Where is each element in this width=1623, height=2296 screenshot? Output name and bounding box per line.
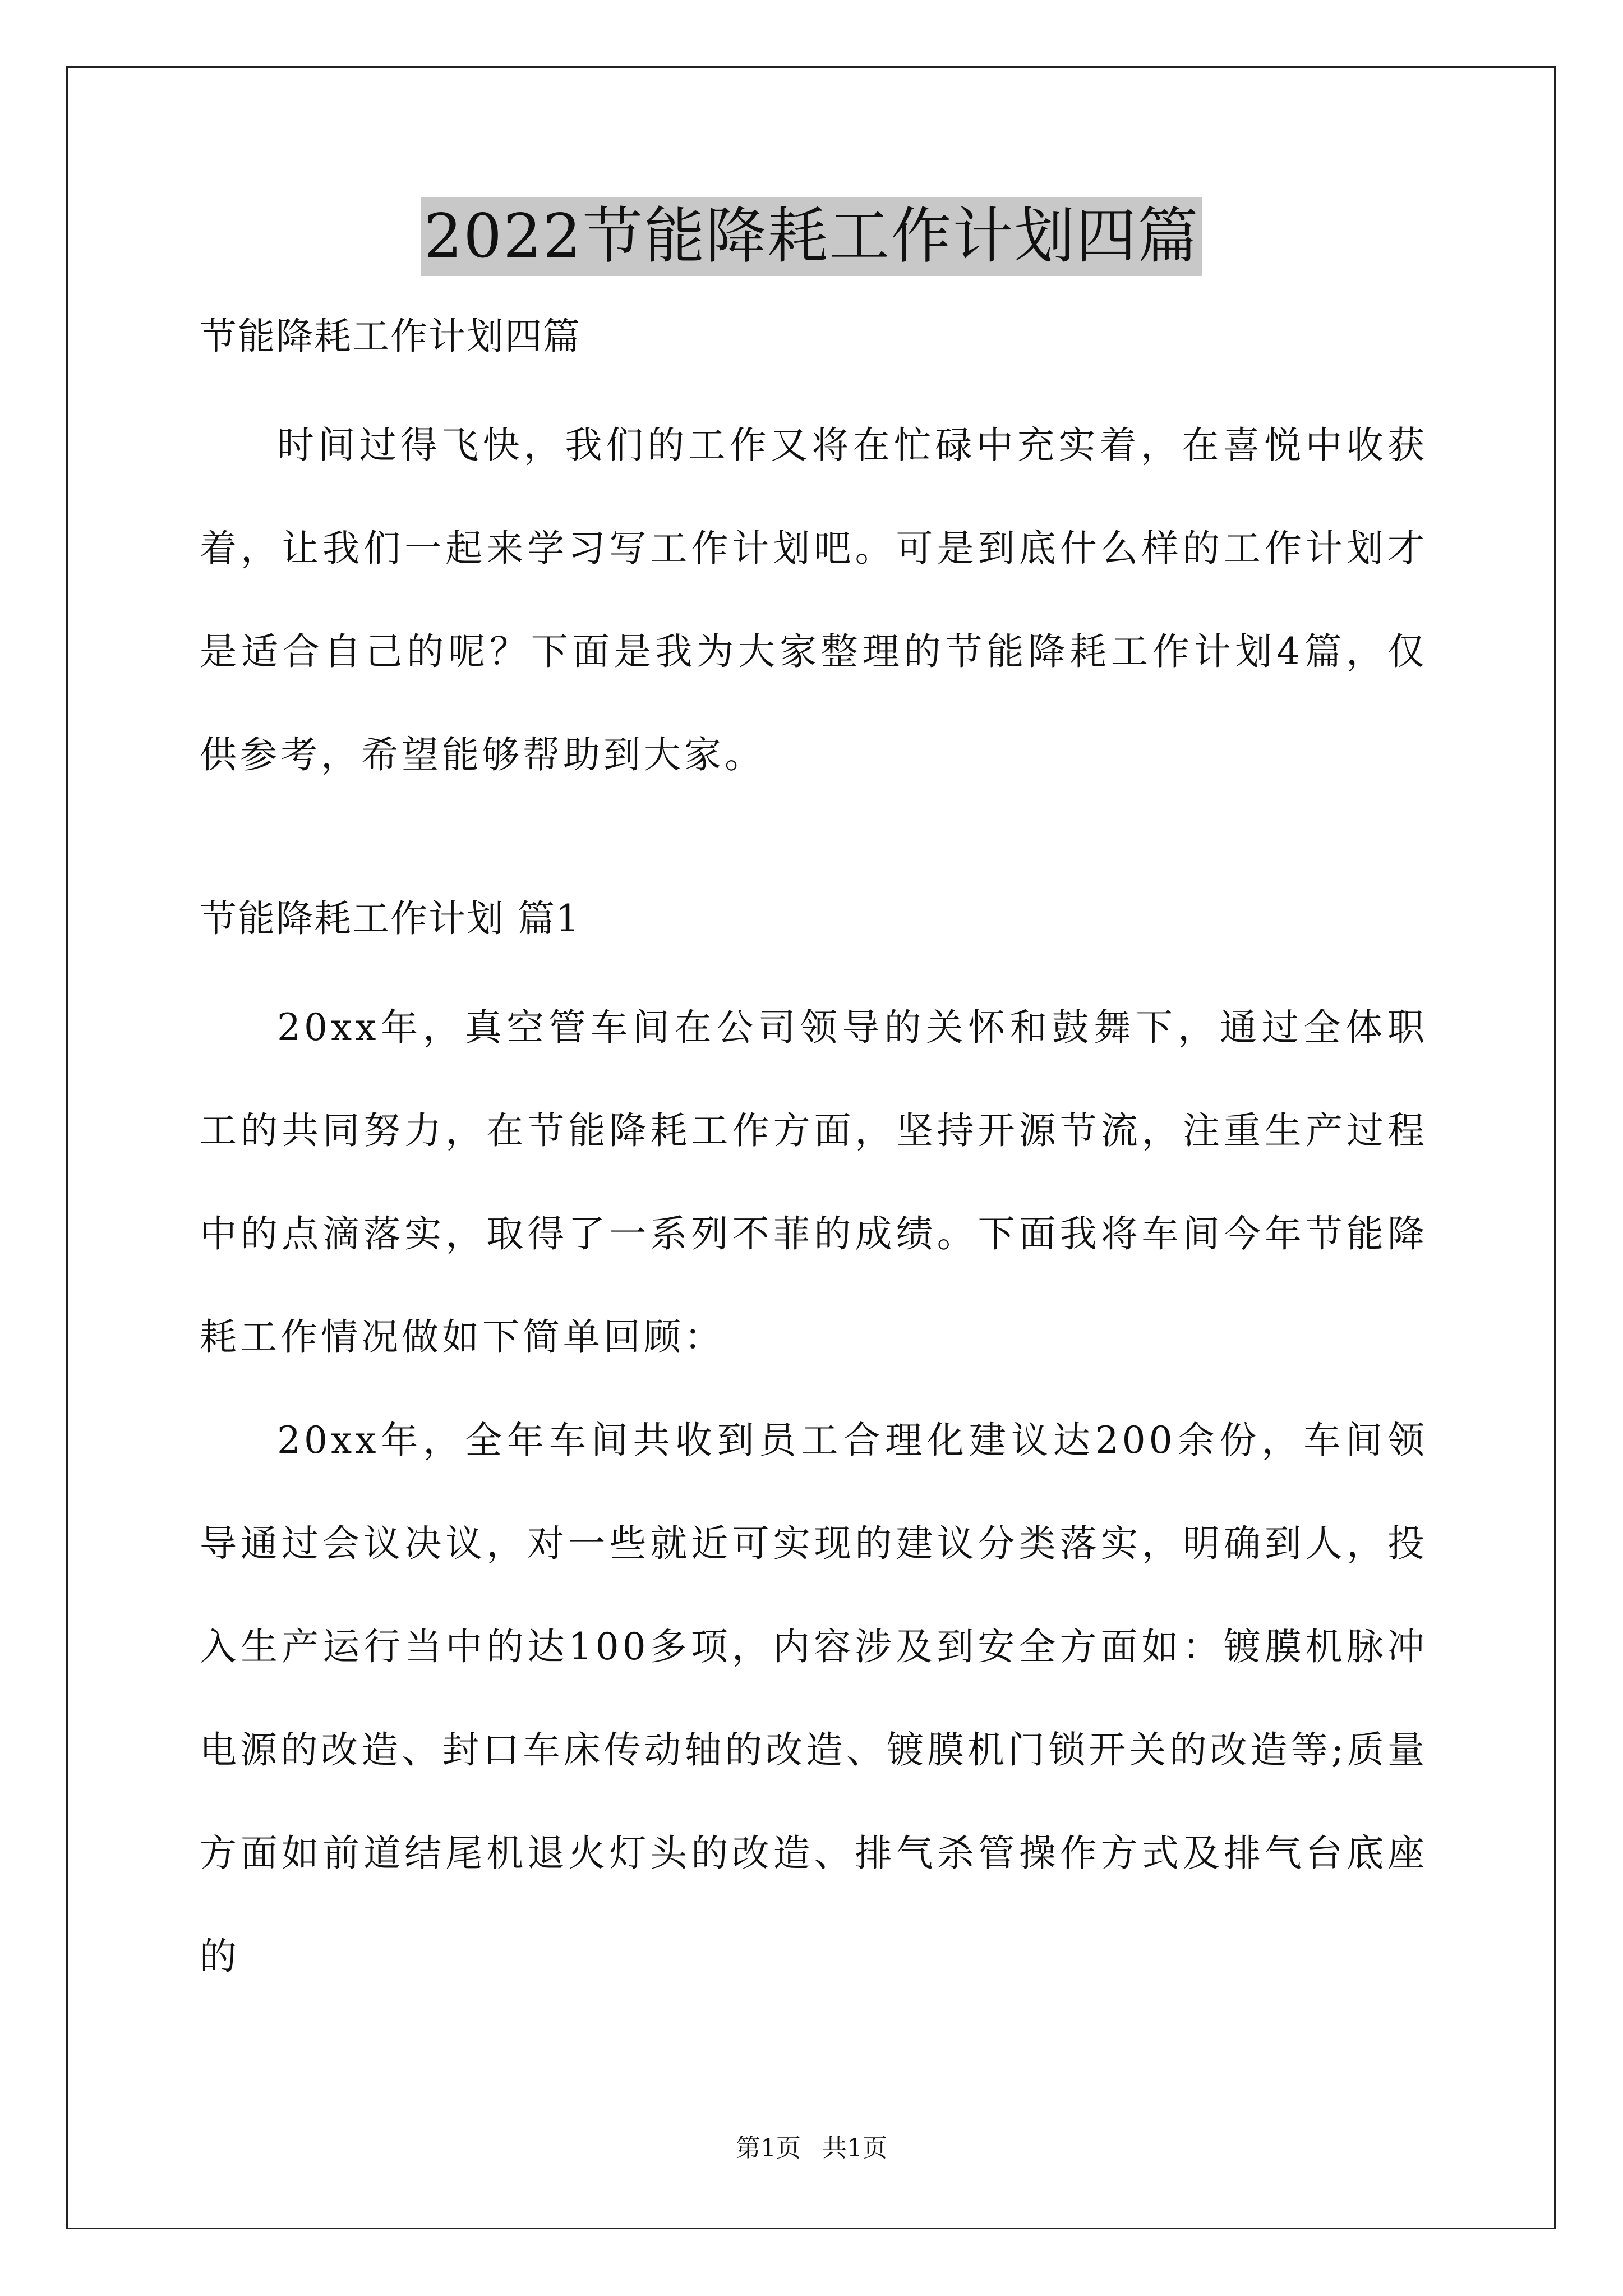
document-subtitle: 节能降耗工作计划四篇 bbox=[200, 315, 581, 358]
page-footer bbox=[0, 2132, 1623, 2165]
document-body bbox=[200, 314, 1428, 2008]
intro-paragraph: 时间过得飞快，我们的工作又将在忙碌中充实着，在喜悦中收获着，让我们一起来学习写工作计划吧。可是到底什么样的工作计划才是适合自己的呢？下面是我为大家整理的节能降耗工作计划4篇，仅供参考，希望能够帮助到大家。 bbox=[200, 424, 1428, 776]
page-number-total: 共1页 bbox=[822, 2134, 887, 2162]
body-paragraph: 20xx年，全年车间共收到员工合理化建议达200余份，车间领导通过会议决议，对一些就近可实现的建议分类落实，明确到人，投入生产运行当中的达100多项，内容涉及到安全方面如：镀膜机脉冲电源的改造、封口车床传动轴的改造、镀膜机门锁开关的改造等;质量方面如前道结尾机退火灯头的改造、排气杀管操作方式及排气台底座的 bbox=[200, 1419, 1428, 1978]
page-number-current: 第1页 bbox=[736, 2134, 801, 2162]
body-paragraph: 20xx年，真空管车间在公司领导的关怀和鼓舞下，通过全体职工的共同努力，在节能降耗工作方面，坚持开源节流，注重生产过程中的点滴落实，取得了一系列不菲的成绩。下面我将车间今年节能降耗工作情况做如下简单回顾： bbox=[200, 1006, 1428, 1359]
document-title: 2022节能降耗工作计划四篇 bbox=[421, 197, 1203, 276]
section-heading: 节能降耗工作计划 篇1 bbox=[200, 897, 580, 940]
title-container bbox=[0, 197, 1623, 276]
